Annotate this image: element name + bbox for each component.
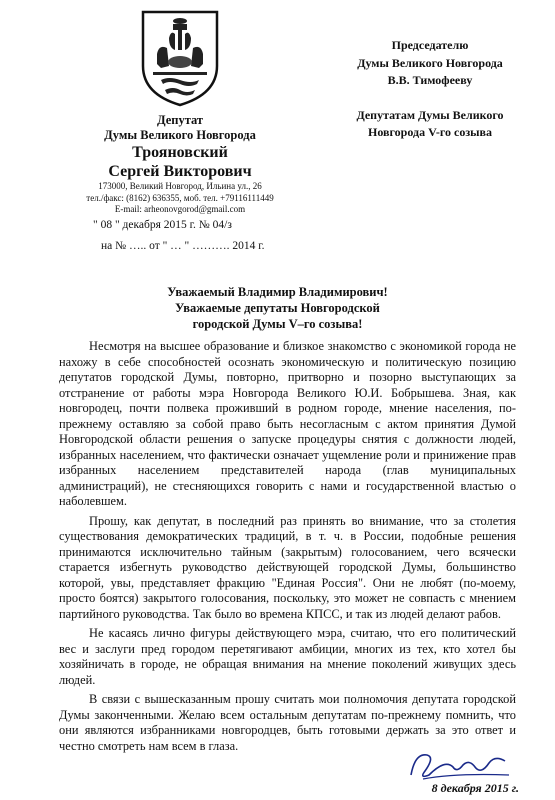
salutation <box>0 284 555 332</box>
recipient-line-1: Председателю <box>391 38 469 52</box>
deputy-duma: Думы Великого Новгорода <box>104 128 256 142</box>
email: E-mail: arheonovgorod@gmail.com <box>114 204 246 214</box>
salutation-line-3: городской Думы V–го созыва! <box>192 317 363 331</box>
deputy-title: Депутат <box>156 113 204 127</box>
address: 173000, Великий Новгород, Ильина ул., 26 <box>98 181 262 191</box>
paragraph-2: Прошу, как депутат, в последний раз принять во внимание, что за столетия существования демократических традиций, в т. ч. в России, подобные решения принимаются исключительно тайным (закрытым) голосованием, чего всячески старается избегнуть руководство действующей городской Думы, большинство которой, увы, представляет фракцию "Единая Россия". Они не любят (по-моему, просто боятся) закрытого голосования, поскольку, это может не совпасть с мнением партийного руководства. Так было во времена КПСС, и так из людей делают рабов. <box>59 513 516 621</box>
paragraph-1: Несмотря на высшее образование и близкое знакомство с экономикой города не нахожу в себе способностей осознать экономическую и политическую позицию депутатов городской Думы, повторно, притворно и позорно выступающих за отстранение от работы мэра Новгорода Великого Ю.И. Бобрышева. Зная, как новгородец, почти полвека проживший в родном городе, мнение населения, по-прежнему оставляю за собой право быть несогласным с актом принятия Думой Новгородской области решения о запуске процедуры снятия с должности людей, избранных населением, что фактически означает ущемление роли и принижение прав избранных населением представителей народа (глав муниципальных администраций), не стесняющихся говорить с нами и государственной властью о наболевшем. <box>59 339 516 508</box>
handwritten-signature <box>405 745 515 785</box>
recipient-block <box>330 37 530 142</box>
letter-body <box>59 339 516 758</box>
signature-date: 8 декабря 2015 г. <box>431 781 519 795</box>
deputy-first-names: Сергей Викторович <box>108 163 252 180</box>
recipient-line-5: Новгорода V-го созыва <box>368 125 492 139</box>
novgorod-coat-of-arms <box>139 8 221 108</box>
salutation-line-2: Уважаемые депутаты Новгородской <box>175 301 380 315</box>
recipient-line-4: Депутатам Думы Великого <box>356 107 504 122</box>
reply-reference: на № ….. от " … " ………. 2014 г. <box>101 240 265 252</box>
recipient-line-2: Думы Великого Новгорода <box>357 55 503 70</box>
recipient-line-3: В.В. Тимофееву <box>387 73 473 87</box>
phones: тел./факс: (8162) 636355, моб. тел. +79116111449 <box>86 192 274 203</box>
paragraph-3: Не касаясь лично фигуры действующего мэра, считаю, что его политический вес и заслуги пред городом перетягивают амбиции, многих из тех, кто хотел бы хозяйничать в городе, не обращая внимания на мнение поколений живущих здесь людей. <box>59 626 516 687</box>
outgoing-reference: " 08 " декабря 2015 г. № 04/з <box>93 219 232 231</box>
sender-block <box>60 113 300 216</box>
deputy-surname: Трояновский <box>132 144 228 161</box>
paragraph-4: В связи с вышесказанным прошу считать мои полномочия депутата городской Думы законченными. Желаю всем остальным депутатам по-прежнему помнить, что они являются избранниками новгородцев, быть готовыми держать за это ответ и честно смотреть нам всем в глаза. <box>59 692 516 753</box>
salutation-line-1: Уважаемый Владимир Владимирович! <box>167 285 388 299</box>
